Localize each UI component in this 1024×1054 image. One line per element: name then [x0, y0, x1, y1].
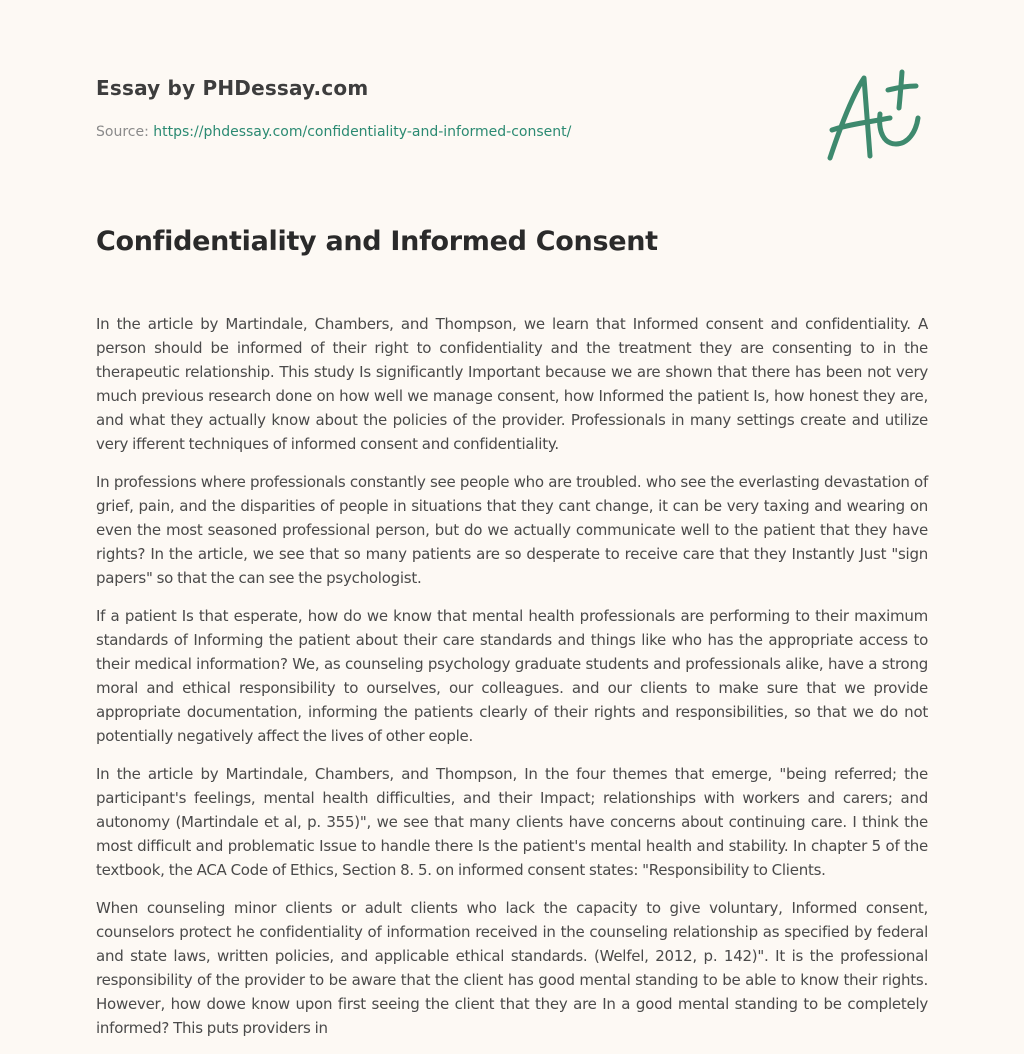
site-title: Essay by PHDessay.com — [96, 76, 369, 100]
essay-paragraph: If a patient Is that esperate, how do we know that mental health professionals are performing to their maximum standards of Informing the patient about their care standards and things like who has the appropriate access to their medical information? We, as counseling psychology graduate students and professionals alike, have a strong moral and ethical responsibility to ourselves, our colleagues. and our clients to make sure that we provide appropriate documentation, informing the patients clearly of their rights and responsibilities, so that we do not potentially negatively affect the lives of other eople. — [96, 607, 928, 745]
source-line — [96, 124, 936, 140]
source-link[interactable]: https://phdessay.com/confidentiality-and-informed-consent/ — [153, 124, 572, 140]
essay-paragraph: In professions where professionals constantly see people who are troubled. who see the everlasting devastation of grief, pain, and the disparities of people in situations that they cant change, it can be very taxing and wearing on even the most seasoned professional person, but do we actually communicate well to the patient that they have rights? In the article, we see that so many patients are so desperate to receive care that they Instantly Just "sign papers" so that the can see the psychologist. — [96, 473, 928, 587]
essay-body — [96, 312, 928, 1054]
essay-paragraph: In the article by Martindale, Chambers, and Thompson, In the four themes that emerge, "being referred; the participant's feelings, mental health difficulties, and their Impact; relationships with workers and carers; and autonomy (Martindale et al, p. 355)", we see that many clients have concerns about continuing care. I think the most difficult and problematic Issue to handle there Is the patient's mental health and stability. In chapter 5 of the textbook, the ACA Code of Ethics, Section 8. 5. on informed consent states: "Responsibility to Clients. — [96, 765, 928, 879]
source-label: Source: — [96, 124, 149, 140]
a-plus-logo-icon — [818, 66, 928, 166]
essay-title: Confidentiality and Informed Consent — [96, 226, 658, 257]
essay-paragraph: In the article by Martindale, Chambers, and Thompson, we learn that Informed consent and confidentiality. A person should be informed of their right to confidentiality and the treatment they are consenting to in the therapeutic relationship. This study Is significantly Important because we are shown that there has been not very much previous research done on how well we manage consent, how Informed the patient Is, how honest they are, and what they actually know about the policies of the provider. Professionals in many settings create and utilize very ifferent techniques of informed consent and confidentiality. — [96, 315, 928, 453]
page-header — [96, 76, 936, 140]
essay-paragraph: When counseling minor clients or adult clients who lack the capacity to give voluntary, Informed consent, counselors protect he confidentiality of information received in the counseling relationship as specified by federal and state laws, written policies, and applicable ethical standards. (Welfel, 2012, p. 142)". It is the professional responsibility of the provider to be aware that the client has good mental standing to be able to know their rights. However, how dowe know upon first seeing the client that they are In a good mental standing to be completely informed? This puts providers in — [96, 899, 928, 1037]
